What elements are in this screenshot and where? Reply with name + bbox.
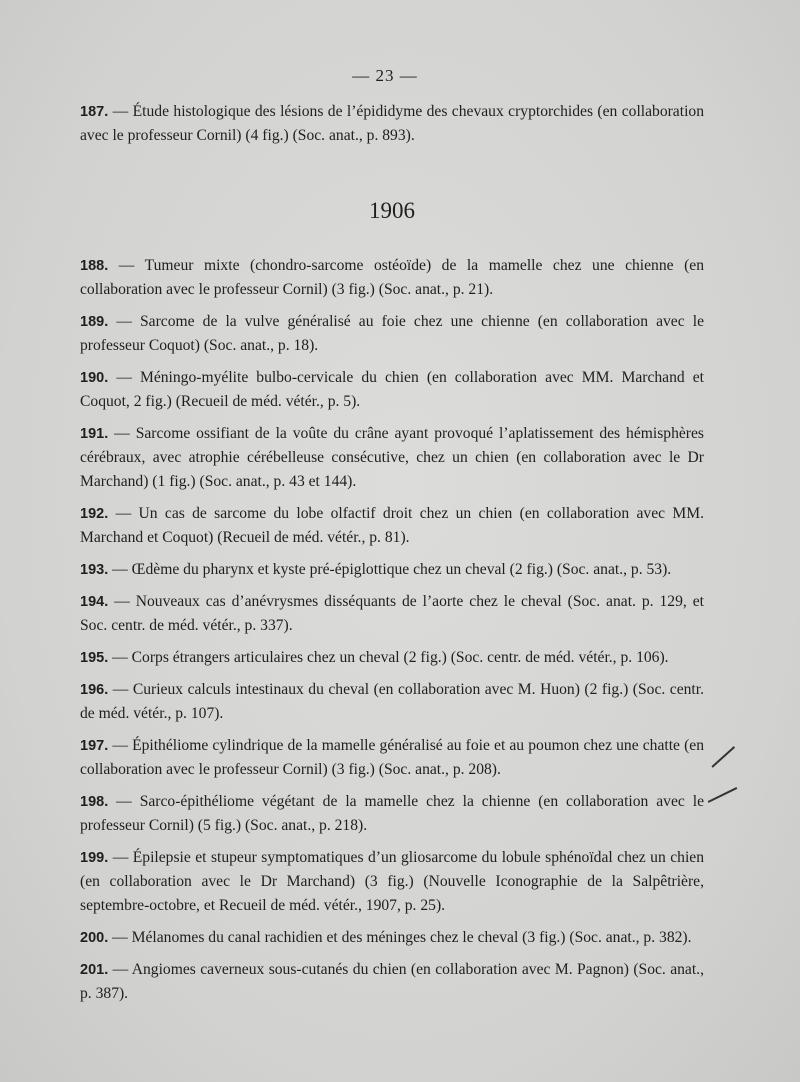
page-number: — 23 — (352, 66, 418, 85)
entry-number: 199. (80, 850, 109, 866)
entry-number: 190. (80, 370, 109, 386)
entry-number: 192. (80, 506, 109, 522)
list-item (80, 254, 704, 302)
list-item (80, 422, 704, 494)
list-item (80, 558, 704, 582)
entry-text: — Sarco-épithéliome végétant de la mamelle chez la chienne (en collaboration avec le professeur Cornil) (5 fig.) (Soc. anat., p. 218). (80, 793, 704, 834)
entry-number: 194. (80, 594, 109, 610)
entry-text: — Étude histologique des lésions de l’épididyme des chevaux cryptorchides (en collaboration avec le professeur Cornil) (4 fig.) (Soc. anat., p. 893). (80, 103, 704, 144)
entry-text: — Tumeur mixte (chondro-sarcome ostéoïde) de la mamelle chez une chienne (en collaboration avec le professeur Cornil) (3 fig.) (Soc. anat., p. 21). (80, 257, 705, 298)
entry-text: — Angiomes caverneux sous-cutanés du chien (en collaboration avec M. Pagnon) (Soc. anat., p. 387). (80, 961, 704, 1002)
list-item (80, 790, 704, 838)
list-item (80, 310, 704, 358)
entry-text: — Corps étrangers articulaires chez un cheval (2 fig.) (Soc. centr. de méd. vétér., p. 106). (112, 649, 669, 666)
entry-number: 187. (80, 104, 109, 120)
entry-number: 198. (80, 794, 109, 810)
list-item (80, 502, 704, 550)
list-item (80, 678, 704, 726)
entry-number: 196. (80, 682, 109, 698)
entry-number: 195. (80, 650, 109, 666)
entry-text: — Œdème du pharynx et kyste pré-épiglottique chez un cheval (2 fig.) (Soc. anat., p. 53). (112, 561, 672, 578)
pencil-mark (711, 746, 734, 767)
section-year-heading: 1906 (369, 198, 415, 223)
list-item (80, 846, 704, 918)
list-item (80, 366, 704, 414)
entry-number: 191. (80, 426, 109, 442)
entry-text: — Nouveaux cas d’anévrysmes disséquants de l’aorte chez le cheval (Soc. anat. p. 129, et Soc. centr. de méd. vétér., p. 337). (80, 593, 704, 634)
pencil-mark (708, 787, 737, 802)
list-item (80, 590, 704, 638)
entry-number: 188. (80, 258, 109, 274)
list-item (80, 100, 704, 148)
entry-text: — Sarcome de la vulve généralisé au foie chez une chienne (en collaboration avec le professeur Coquot) (Soc. anat., p. 18). (80, 313, 704, 354)
entry-text: — Un cas de sarcome du lobe olfactif droit chez un chien (en collaboration avec MM. Marchand et Coquot) (Recueil de méd. vétér., p. 81). (80, 505, 705, 546)
entry-text: — Mélanomes du canal rachidien et des méninges chez le cheval (3 fig.) (Soc. anat., p. 382). (112, 929, 692, 946)
entry-number: 193. (80, 562, 109, 578)
entry-text: — Épithéliome cylindrique de la mamelle généralisé au foie et au poumon chez une chatte (en collaboration avec le professeur Cornil) (3 fig.) (Soc. anat., p. 208). (80, 737, 704, 778)
list-item (80, 958, 704, 1006)
list-item (80, 646, 704, 670)
entry-text: — Épilepsie et stupeur symptomatiques d’un gliosarcome du lobule sphénoïdal chez un chien (en collaboration avec le Dr Marchand) (3 fig.) (Nouvelle Iconographie de la Salpêtrière, septembre-octobre, et Recueil de méd. vétér., 1907, p. 25). (80, 849, 704, 914)
entry-text: — Curieux calculs intestinaux du cheval (en collaboration avec M. Huon) (2 fig.) (Soc. centr. de méd. vétér., p. 107). (80, 681, 704, 722)
list-item (80, 734, 704, 782)
entry-text: — Sarcome ossifiant de la voûte du crâne ayant provoqué l’aplatissement des hémisphères cérébraux, avec atrophie cérébelleuse consécutive, chez un chien (en collaboration avec le Dr Marchand) (1 fig.) (Soc. anat., p. 43 et 144). (80, 425, 704, 490)
list-item (80, 926, 704, 950)
entry-number: 197. (80, 738, 109, 754)
entry-number: 189. (80, 314, 109, 330)
entry-text: — Méningo-myélite bulbo-cervicale du chien (en collaboration avec MM. Marchand et Coquot, 2 fig.) (Recueil de méd. vétér., p. 5). (80, 369, 704, 410)
bibliography-list (80, 100, 704, 1014)
entry-number: 200. (80, 930, 109, 946)
entry-number: 201. (80, 962, 109, 978)
